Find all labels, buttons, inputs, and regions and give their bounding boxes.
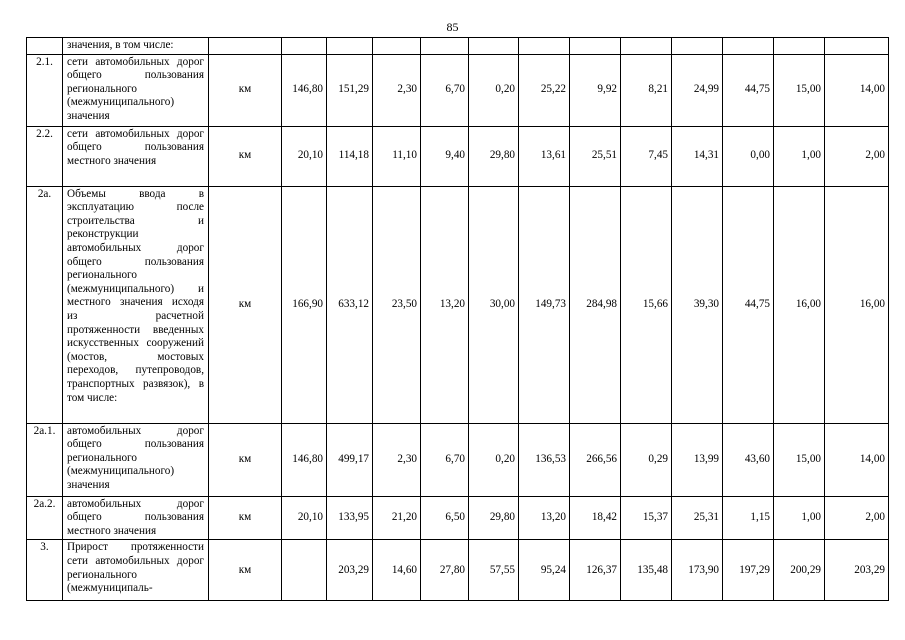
- value-cell: 166,90: [282, 186, 327, 423]
- row-unit-cell: км: [209, 496, 282, 540]
- value-cell: 14,00: [825, 54, 889, 126]
- table-row: [27, 54, 889, 126]
- value-cell: 135,48: [621, 540, 672, 601]
- value-cell: 499,17: [327, 423, 373, 496]
- value-cell: [469, 38, 519, 55]
- value-cell: 633,12: [327, 186, 373, 423]
- row-description-cell: автомобильных дорог общего пользования регионального (межмуниципального) значения: [63, 423, 209, 496]
- data-table: [26, 37, 889, 601]
- row-unit-cell: км: [209, 423, 282, 496]
- value-cell: 21,20: [373, 496, 421, 540]
- value-cell: 146,80: [282, 54, 327, 126]
- value-cell: [723, 38, 774, 55]
- row-code-cell: 2.1.: [27, 54, 63, 126]
- value-cell: [327, 38, 373, 55]
- value-cell: [825, 38, 889, 55]
- row-unit-cell: км: [209, 54, 282, 126]
- value-cell: [282, 38, 327, 55]
- value-cell: 15,00: [774, 423, 825, 496]
- value-cell: 0,29: [621, 423, 672, 496]
- table-row: [27, 186, 889, 423]
- table-row: [27, 496, 889, 540]
- value-cell: 6,70: [421, 54, 469, 126]
- value-cell: 11,10: [373, 126, 421, 186]
- row-description-cell: значения, в том числе:: [63, 38, 209, 55]
- value-cell: [373, 38, 421, 55]
- value-cell: [519, 38, 570, 55]
- value-cell: 197,29: [723, 540, 774, 601]
- value-cell: 39,30: [672, 186, 723, 423]
- row-unit-cell: км: [209, 540, 282, 601]
- value-cell: 266,56: [570, 423, 621, 496]
- value-cell: 6,70: [421, 423, 469, 496]
- value-cell: 126,37: [570, 540, 621, 601]
- value-cell: 114,18: [327, 126, 373, 186]
- value-cell: 0,00: [723, 126, 774, 186]
- value-cell: 16,00: [774, 186, 825, 423]
- value-cell: 13,20: [519, 496, 570, 540]
- value-cell: 29,80: [469, 496, 519, 540]
- value-cell: 7,45: [621, 126, 672, 186]
- row-code-cell: [27, 38, 63, 55]
- value-cell: [421, 38, 469, 55]
- value-cell: 15,37: [621, 496, 672, 540]
- value-cell: 1,15: [723, 496, 774, 540]
- value-cell: 25,31: [672, 496, 723, 540]
- value-cell: [621, 38, 672, 55]
- row-description-cell: сети автомобильных дорог общего пользования регионального (межмуниципального) значения: [63, 54, 209, 126]
- row-code-cell: 3.: [27, 540, 63, 601]
- value-cell: 8,21: [621, 54, 672, 126]
- value-cell: 0,20: [469, 54, 519, 126]
- value-cell: 15,66: [621, 186, 672, 423]
- row-code-cell: 2а.: [27, 186, 63, 423]
- value-cell: 1,00: [774, 496, 825, 540]
- value-cell: 9,40: [421, 126, 469, 186]
- value-cell: 6,50: [421, 496, 469, 540]
- value-cell: [570, 38, 621, 55]
- value-cell: 30,00: [469, 186, 519, 423]
- table-row: [27, 126, 889, 186]
- value-cell: 14,00: [825, 423, 889, 496]
- value-cell: 2,30: [373, 423, 421, 496]
- value-cell: 25,51: [570, 126, 621, 186]
- value-cell: 27,80: [421, 540, 469, 601]
- value-cell: 29,80: [469, 126, 519, 186]
- value-cell: 0,20: [469, 423, 519, 496]
- table-row: [27, 423, 889, 496]
- value-cell: 1,00: [774, 126, 825, 186]
- value-cell: 13,99: [672, 423, 723, 496]
- value-cell: 23,50: [373, 186, 421, 423]
- value-cell: 13,20: [421, 186, 469, 423]
- value-cell: 25,22: [519, 54, 570, 126]
- row-description-cell: сети автомобильных дорог общего пользования местного значения: [63, 126, 209, 186]
- value-cell: 151,29: [327, 54, 373, 126]
- value-cell: 16,00: [825, 186, 889, 423]
- row-description-cell: автомобильных дорог общего пользования местного значения: [63, 496, 209, 540]
- value-cell: [282, 540, 327, 601]
- value-cell: [672, 38, 723, 55]
- row-code-cell: 2а.2.: [27, 496, 63, 540]
- value-cell: 20,10: [282, 496, 327, 540]
- table-row: [27, 38, 889, 55]
- row-code-cell: 2.2.: [27, 126, 63, 186]
- value-cell: 2,00: [825, 496, 889, 540]
- value-cell: 133,95: [327, 496, 373, 540]
- page-number: 85: [446, 20, 459, 34]
- value-cell: 95,24: [519, 540, 570, 601]
- value-cell: 15,00: [774, 54, 825, 126]
- row-description-cell: Прирост протяженности сети автомобильных дорог регионального (межмуниципаль-: [63, 540, 209, 601]
- value-cell: 14,31: [672, 126, 723, 186]
- value-cell: 14,60: [373, 540, 421, 601]
- value-cell: [774, 38, 825, 55]
- value-cell: 9,92: [570, 54, 621, 126]
- value-cell: 24,99: [672, 54, 723, 126]
- row-code-cell: 2а.1.: [27, 423, 63, 496]
- row-unit-cell: км: [209, 186, 282, 423]
- value-cell: 44,75: [723, 186, 774, 423]
- value-cell: 43,60: [723, 423, 774, 496]
- value-cell: 284,98: [570, 186, 621, 423]
- value-cell: 146,80: [282, 423, 327, 496]
- value-cell: 136,53: [519, 423, 570, 496]
- value-cell: 203,29: [825, 540, 889, 601]
- value-cell: 44,75: [723, 54, 774, 126]
- row-unit-cell: км: [209, 126, 282, 186]
- value-cell: 149,73: [519, 186, 570, 423]
- value-cell: 20,10: [282, 126, 327, 186]
- value-cell: 200,29: [774, 540, 825, 601]
- value-cell: 173,90: [672, 540, 723, 601]
- row-description-cell: Объемы ввода в эксплуатацию после строительства и реконструкции автомобильных дорог общего пользования регионального (межмуниципального) и местного значения исходя из расчетной протяженности введенных искусственных сооружений (мостов, мостовых переходов, путепроводов, транспортных развязок), в том числе:: [63, 186, 209, 423]
- value-cell: 203,29: [327, 540, 373, 601]
- value-cell: 2,30: [373, 54, 421, 126]
- row-unit-cell: [209, 38, 282, 55]
- value-cell: 2,00: [825, 126, 889, 186]
- value-cell: 13,61: [519, 126, 570, 186]
- table-row: [27, 540, 889, 601]
- value-cell: 18,42: [570, 496, 621, 540]
- value-cell: 57,55: [469, 540, 519, 601]
